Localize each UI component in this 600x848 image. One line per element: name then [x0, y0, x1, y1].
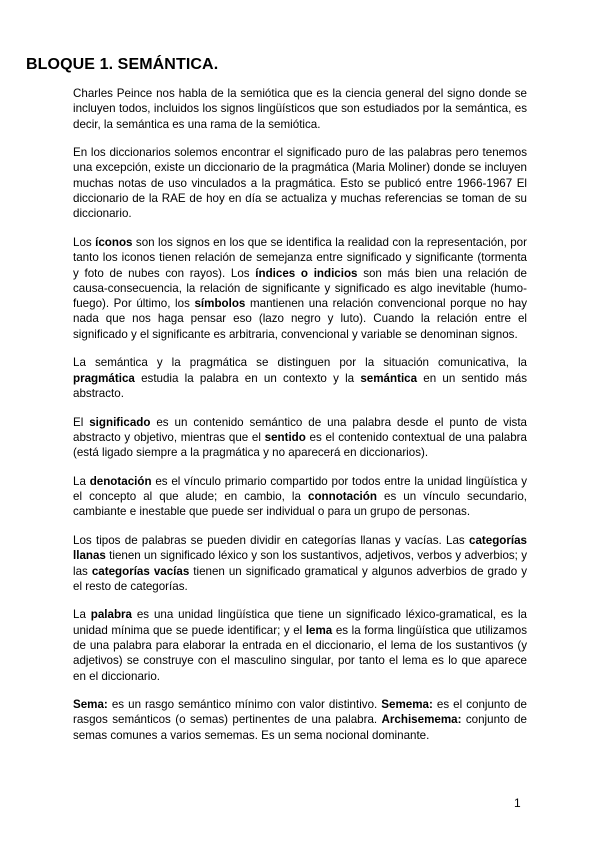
bold-term: pragmática: [73, 371, 135, 385]
bold-term: índices o indicios: [255, 266, 358, 280]
text-run: es la forma lingüística que utilizamos de una palabra para elaborar la entrada en el diccionario, el lema de los sustantivos (y adjetivos) se construye con el masculino singular, por tanto el lema es lo que aparece en el diccionario.: [73, 623, 527, 683]
bold-term: lema: [305, 623, 333, 637]
bold-term: denotación: [89, 474, 152, 488]
bold-term: semántica: [360, 371, 418, 385]
bold-term: Archisemema:: [381, 713, 462, 727]
bold-term: Sema:: [73, 698, 108, 712]
text-run: La semántica y la pragmática se distinguen por la situación comunicativa, la: [73, 356, 527, 370]
text-run: Charles Peince nos habla de la semiótica que es la ciencia general del signo donde se incluyen todos, incluidos los signos lingüísticos que son estudiados por la semántica, es decir, la semántica es una rama de la semiótica.: [73, 87, 527, 131]
text-run: En los diccionarios solemos encontrar el significado puro de las palabras pero tenemos una excepción, existe un diccionario de la pragmática (Maria Moliner) donde se incluyen muchas notas de uso vinculados a la pragmática. Esto se publicó entre 1966-1967 El diccionario de la RAE de hoy en día se actualiza y muchas referencias se toman de su diccionario.: [73, 146, 527, 221]
paragraph-significado-sentido: [73, 415, 527, 461]
text-run: es una unidad lingüística que tiene un significado léxico-gramatical, es la unidad mínima que se puede identificar; y el: [73, 608, 527, 637]
text-run: estudia la palabra en un contexto y la: [134, 371, 361, 385]
bold-term: categorías vacías: [91, 564, 190, 578]
paragraph-semantica-pragmatica: [73, 355, 527, 401]
bold-term: categorías llanas: [73, 533, 527, 563]
text-run: es un rasgo semántico mínimo con valor distintivo.: [107, 698, 382, 712]
text-run: La: [73, 608, 91, 622]
paragraph-diccionarios: [73, 145, 527, 221]
bold-term: íconos: [95, 235, 133, 249]
bold-term: Semema:: [381, 698, 433, 712]
text-run: Los: [73, 235, 96, 249]
paragraph-categorias: [73, 533, 527, 594]
paragraph-iconos-indices-simbolos: [73, 235, 527, 342]
text-run: es el conjunto de rasgos semánticos (o semas) pertinentes de una palabra.: [73, 698, 527, 727]
paragraph-denotacion-connotacion: [73, 474, 527, 520]
text-run: conjunto de semas comunes a varios sememas. Es un sema nocional dominante.: [73, 713, 528, 742]
bold-term: connotación: [308, 490, 377, 504]
text-run: es el contenido contextual de una palabra (está ligado siempre a la pragmática y no aparecerá en diccionarios).: [73, 430, 527, 460]
bold-term: símbolos: [194, 297, 246, 311]
text-run: es un vínculo secundario, cambiante e inestable que puede ser individual o para un grupo de personas.: [73, 490, 527, 519]
bold-term: palabra: [90, 608, 132, 622]
text-run: son los signos en los que se identifica la realidad con la representación, por tanto los iconos tienen relación de semejanza entre significado y significante (tormenta y foto de nubes con rayos). Los: [73, 235, 527, 280]
text-run: es el vínculo primario compartido por todos entre la unidad lingüística y el concepto al que alude; en cambio, la: [73, 474, 527, 504]
text-run: tienen un significado léxico y son los sustantivos, adjetivos, verbos y adverbios; y las: [73, 549, 527, 578]
paragraph-sema-semema: [73, 697, 527, 743]
text-run: El: [73, 415, 90, 429]
text-run: es un contenido semántico de una palabra desde el punto de vista abstracto y objetivo, mientras que el: [73, 415, 527, 444]
text-run: La: [73, 474, 90, 488]
page-number: 1: [514, 796, 521, 810]
paragraph-semiotica: [73, 86, 527, 132]
bold-term: sentido: [264, 430, 306, 444]
text-run: son más bien una relación de causa-consecuencia, la relación de significante y significado es algo inevitable (humo-fuego). Por último, los: [73, 266, 527, 311]
text-run: Los tipos de palabras se pueden dividir en categorías llanas y vacías. Las: [73, 533, 469, 547]
bold-term: significado: [89, 415, 151, 429]
text-run: mantienen una relación convencional porque no hay nada que nos haga pensar eso (lazo negro y luto). Cuando la relación entre el significado y el significante es arbitraria, convencional y variable se denominan signos.: [73, 297, 527, 341]
paragraph-palabra-lema: [73, 607, 527, 683]
document-title: BLOQUE 1. SEMÁNTICA.: [26, 56, 219, 73]
text-run: tienen un significado gramatical y algunos adverbios de grado y el resto de categorías.: [73, 564, 527, 593]
text-run: en un sentido más abstracto.: [73, 371, 528, 400]
document-body: [73, 86, 527, 756]
